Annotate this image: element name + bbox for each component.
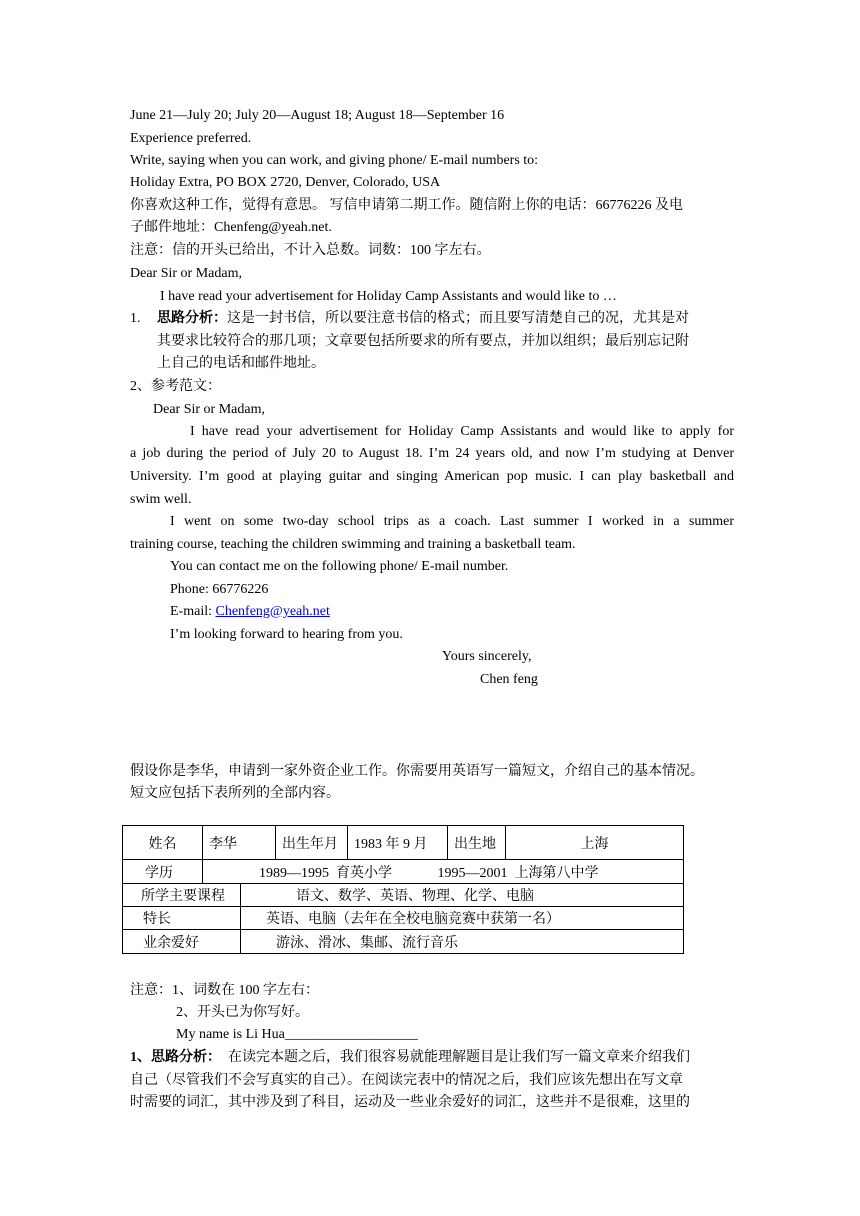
notes2-line-1: 注意：1、词数在 100 字左右： — [130, 983, 319, 998]
name-label: 姓名 — [123, 826, 203, 860]
dates-line: June 21—July 20; July 20—August 18; August 18—September 16 — [130, 108, 505, 123]
analysis1-line-1 — [157, 308, 689, 330]
table-row — [123, 907, 684, 930]
edu-value: 1989—1995 育英小学 1995—2001 上海第八中学 — [203, 860, 684, 884]
task-note: 注意：信的开头已给出，不计入总数。词数：100 字左右。 — [130, 243, 491, 258]
sample-p1-text-3: University. I’m good at playing guitar and singing American pop music. I can play basketball and — [130, 469, 734, 484]
table-row — [123, 930, 684, 954]
info-table — [122, 825, 684, 954]
analysis1-number: 1. — [130, 311, 141, 326]
analysis1-line-2: 其要求比较符合的那几项；文章要包括所要求的所有要点，并加以组织；最后别忘记附 — [157, 334, 689, 349]
sample-p1-text-2: a job during the period of July 20 to August 18. I’m 24 years old, and now I’m studying at Denver — [130, 446, 734, 461]
sample-phone: Phone: 66776226 — [170, 582, 269, 597]
hobbies-value: 游泳、滑冰、集邮、流行音乐 — [241, 930, 684, 954]
sample-p1-text-1: I have read your advertisement for Holiday Camp Assistants and would like to apply for — [190, 424, 734, 439]
task2-line-1: 假设你是李华，申请到一家外资企业工作。你需要用英语写一篇短文，介绍自己的基本情况。 — [130, 764, 704, 779]
skills-value: 英语、电脑（去年在全校电脑竞赛中获第一名） — [241, 907, 684, 930]
courses-label: 所学主要课程 — [123, 884, 241, 907]
notes2-line-3: My name is Li Hua___________________ — [176, 1027, 418, 1042]
hobbies-label: 业余爱好 — [123, 930, 241, 954]
name-value: 李华 — [203, 826, 276, 860]
task-salutation: Dear Sir or Madam, — [130, 266, 242, 281]
sample-salutation: Dear Sir or Madam, — [153, 402, 265, 417]
sample-signature: Chen feng — [480, 672, 538, 687]
sample-contact: You can contact me on the following phone/ E-mail number. — [170, 559, 509, 574]
experience-line: Experience preferred. — [130, 131, 252, 146]
sample-p2-text-1: I went on some two-day school trips as a coach. Last summer I worked in a summer — [170, 514, 734, 529]
sample-email-label: E-mail: — [170, 604, 216, 619]
task-cn-line-2: 子邮件地址：Chenfeng@yeah.net. — [130, 220, 332, 235]
edu-label: 学历 — [123, 860, 203, 884]
write-line: Write, saying when you can work, and giving phone/ E-mail numbers to: — [130, 153, 539, 168]
analysis1-line-3: 上自己的电话和邮件地址。 — [157, 356, 325, 371]
analysis2-line-2: 自己（尽管我们不会写真实的自己）。在阅读完表中的情况之后，我们应该先想出在写文章 — [130, 1073, 683, 1088]
birth-label: 出生年月 — [276, 826, 348, 860]
analysis1-text-1: 这是一封书信，所以要注意书信的格式；而且要写清楚自己的况，尤其是对 — [227, 311, 689, 326]
courses-value: 语文、数学、英语、物理、化学、电脑 — [241, 884, 684, 907]
address-line: Holiday Extra, PO BOX 2720, Denver, Colorado, USA — [130, 175, 441, 190]
notes2-line-2: 2、开头已为你写好。 — [176, 1005, 309, 1020]
task2-line-2: 短文应包括下表所列的全部内容。 — [130, 786, 340, 801]
sample-yours: Yours sincerely, — [442, 649, 532, 664]
sample-p2-line-1 — [130, 511, 734, 533]
sample-p2-line-2: training course, teaching the children swimming and training a basketball team. — [130, 537, 576, 552]
analysis1-label: 思路分析： — [157, 311, 227, 326]
task-opening: I have read your advertisement for Holiday Camp Assistants and would like to … — [160, 289, 617, 304]
place-label: 出生地 — [448, 826, 506, 860]
place-value: 上海 — [506, 826, 684, 860]
analysis2-label: 1、思路分析： — [130, 1050, 221, 1065]
analysis2-line-1 — [130, 1047, 690, 1069]
analysis2-line-3: 时需要的词汇，其中涉及到了科目，运动及一些业余爱好的词汇，这些并不是很难，这里的 — [130, 1095, 690, 1110]
analysis2-text-1: 在读完本题之后，我们很容易就能理解题目是让我们写一篇文章来介绍我们 — [221, 1050, 690, 1065]
skills-label: 特长 — [123, 907, 241, 930]
table-row — [123, 826, 684, 860]
table-row — [123, 884, 684, 907]
sample-p1-line-1 — [130, 421, 734, 443]
sample-email-link[interactable]: Chenfeng@yeah.net — [215, 604, 330, 619]
sample-email-line — [170, 601, 330, 623]
sample-closing: I’m looking forward to hearing from you. — [170, 627, 403, 642]
sample-p1-line-3 — [130, 466, 734, 488]
sample-p1-line-4: swim well. — [130, 492, 192, 507]
sample-heading: 2、参考范文： — [130, 379, 221, 394]
table-row — [123, 860, 684, 884]
birth-value: 1983 年 9 月 — [348, 826, 448, 860]
task-cn-line-1: 你喜欢这种工作，觉得有意思。 写信申请第二期工作。随信附上你的电话：66776226 及电 — [130, 198, 683, 213]
sample-p1-line-2 — [130, 443, 734, 465]
